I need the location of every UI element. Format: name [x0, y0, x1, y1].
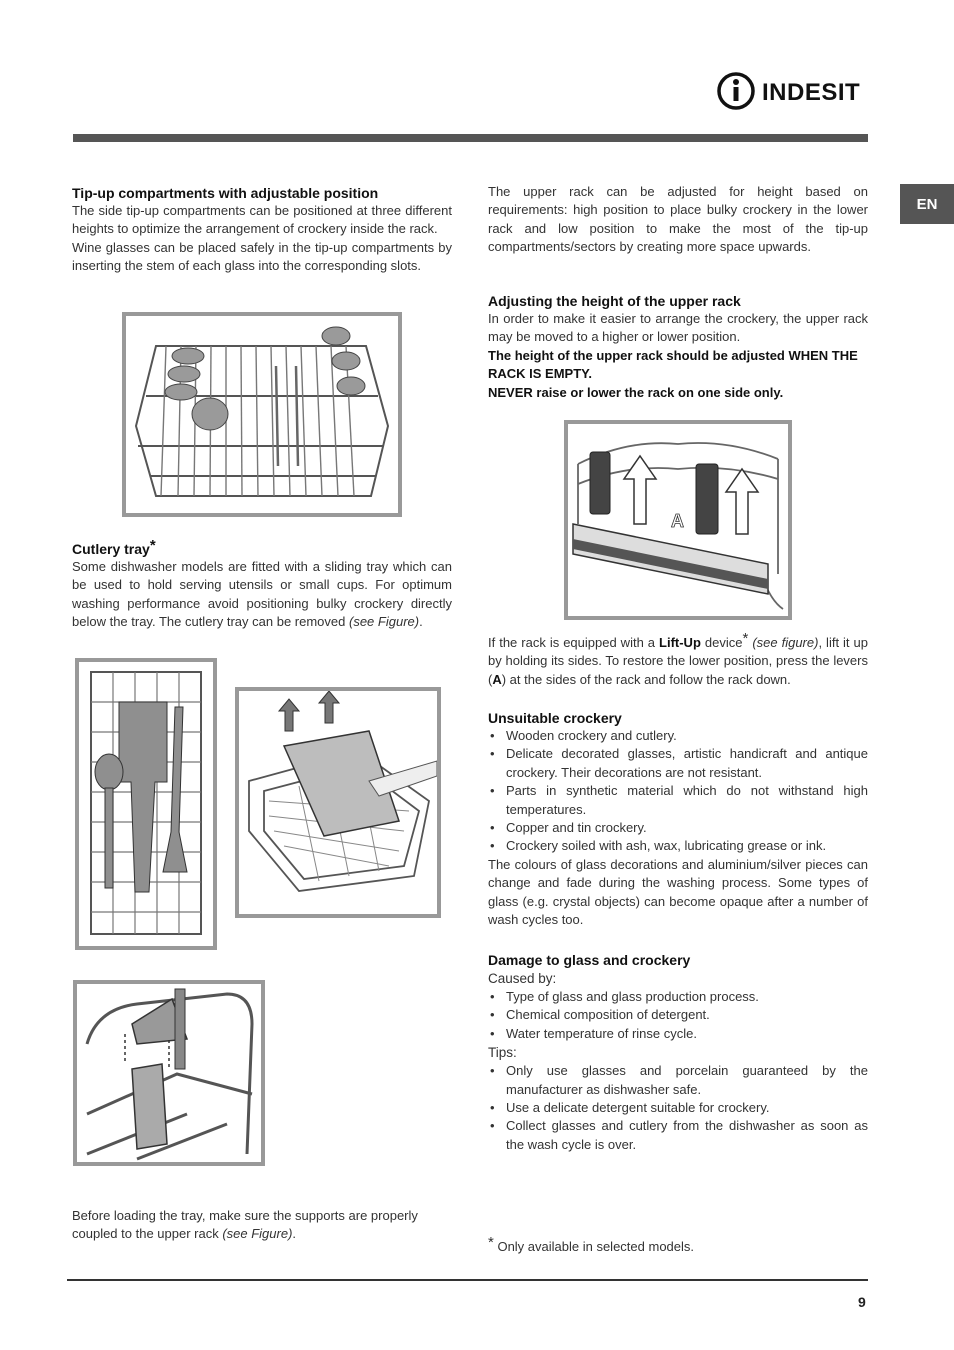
- cutlery-section: [72, 537, 452, 632]
- see-figure-link: (see Figure): [349, 614, 420, 630]
- list-item: • Water temperature of rinse cycle.: [488, 1025, 868, 1043]
- adjust-warning-1: The height of the upper rack should be adjusted WHEN THE RACK IS EMPTY.: [488, 347, 858, 382]
- list-item: • Wooden crockery and cutlery.: [488, 727, 868, 745]
- caused-by-label: Caused by:: [488, 971, 557, 986]
- list-item: • Collect glasses and cutlery from the dishwasher as soon as the wash cycle is over.: [488, 1117, 868, 1154]
- upper-rack-intro: [488, 183, 868, 257]
- tipup-p1: The side tip-up compartments can be positioned at three different heights to optimize the arrangement of crockery inside the rack.: [72, 203, 452, 237]
- cutlery-tray-figure: [75, 658, 217, 950]
- unsuitable-title: Unsuitable crockery: [488, 710, 622, 726]
- tipup-rack-figure: [122, 312, 402, 517]
- tipup-title: Tip-up compartments with adjustable position: [72, 185, 379, 201]
- list-item: • Type of glass and glass production process.: [488, 988, 868, 1006]
- see-figure-link-2: (see Figure): [222, 1226, 293, 1242]
- tips-list: [488, 1062, 868, 1154]
- before-loading-text: Before loading the tray, make sure the supports are properly coupled to the upper rack (see Figure).: [72, 1208, 418, 1242]
- cutlery-p1: Some dishwasher models are fitted with a sliding tray which can be used to hold serving utensils or small cups. For optimum washing performance avoid positioning bulky crockery directly below the tray. The cutlery tray can be removed (see Figure).: [72, 559, 452, 630]
- tips-label: Tips:: [488, 1045, 517, 1061]
- unsuitable-section: [488, 709, 868, 929]
- before-loading-section: [72, 1207, 442, 1244]
- liftup-text: If the rack is equipped with a Lift-Up device* (see figure), lift it up by holding its sides. To restore the lower position, press the levers (A) at the sides of the rack and follow the rack down.: [488, 630, 868, 687]
- damage-section: [488, 951, 868, 1154]
- unsuitable-list: [488, 727, 868, 856]
- footer-rule: [67, 1279, 868, 1281]
- footnote: * Only available in selected models.: [488, 1234, 695, 1254]
- list-item: • Use a delicate detergent suitable for crockery.: [488, 1099, 868, 1117]
- tipup-section: [72, 184, 452, 276]
- list-item: • Delicate decorated glasses, artistic handicraft and antique crockery. Their decorations are not resistant.: [488, 745, 868, 782]
- page-number: 9: [858, 1294, 866, 1310]
- liftup-section: [488, 630, 868, 689]
- list-item: • Crockery soiled with ash, wax, lubricating grease or ink.: [488, 837, 868, 855]
- causes-list: [488, 988, 868, 1043]
- adjust-warning-2: NEVER raise or lower the rack on one side only.: [488, 384, 784, 400]
- liftup-figure: [564, 420, 792, 620]
- header-rule: [73, 134, 868, 142]
- brand-name: INDESIT: [762, 79, 861, 106]
- tray-supports-figure: [73, 980, 265, 1166]
- list-item: • Chemical composition of detergent.: [488, 1006, 868, 1024]
- cutlery-title: Cutlery tray*: [72, 537, 156, 557]
- damage-title: Damage to glass and crockery: [488, 952, 691, 968]
- adjust-p1: In order to make it easier to arrange the crockery, the upper rack may be moved to a higher or lower position.: [488, 311, 868, 345]
- adjust-title: Adjusting the height of the upper rack: [488, 293, 741, 309]
- cutlery-tray-removal-figure: [235, 687, 441, 918]
- list-item: • Only use glasses and porcelain guaranteed by the manufacturer as dishwasher safe.: [488, 1062, 868, 1099]
- see-figure-link-3: (see figure): [752, 635, 819, 650]
- intro-text: The upper rack can be adjusted for height based on requirements: high position to place bulky crockery in the lower rack and low position to make the most of the tip-up compartments/sectors by creating more space upwards.: [488, 184, 868, 255]
- tipup-p2: Wine glasses can be placed safely in the tip-up compartments by inserting the stem of each glass into the corresponding slots.: [72, 239, 452, 274]
- list-item: • Parts in synthetic material which do not withstand high temperatures.: [488, 782, 868, 819]
- indesit-logo: [716, 68, 871, 114]
- lever-label: A: [671, 511, 684, 531]
- adjust-section: [488, 292, 868, 402]
- unsuitable-note: The colours of glass decorations and aluminium/silver pieces can change and fade during the washing process. Some types of glass (e.g. crystal objects) can become opaque after a number of wash cycles too.: [488, 856, 868, 928]
- list-item: • Copper and tin crockery.: [488, 819, 868, 837]
- language-tab: EN: [900, 184, 954, 224]
